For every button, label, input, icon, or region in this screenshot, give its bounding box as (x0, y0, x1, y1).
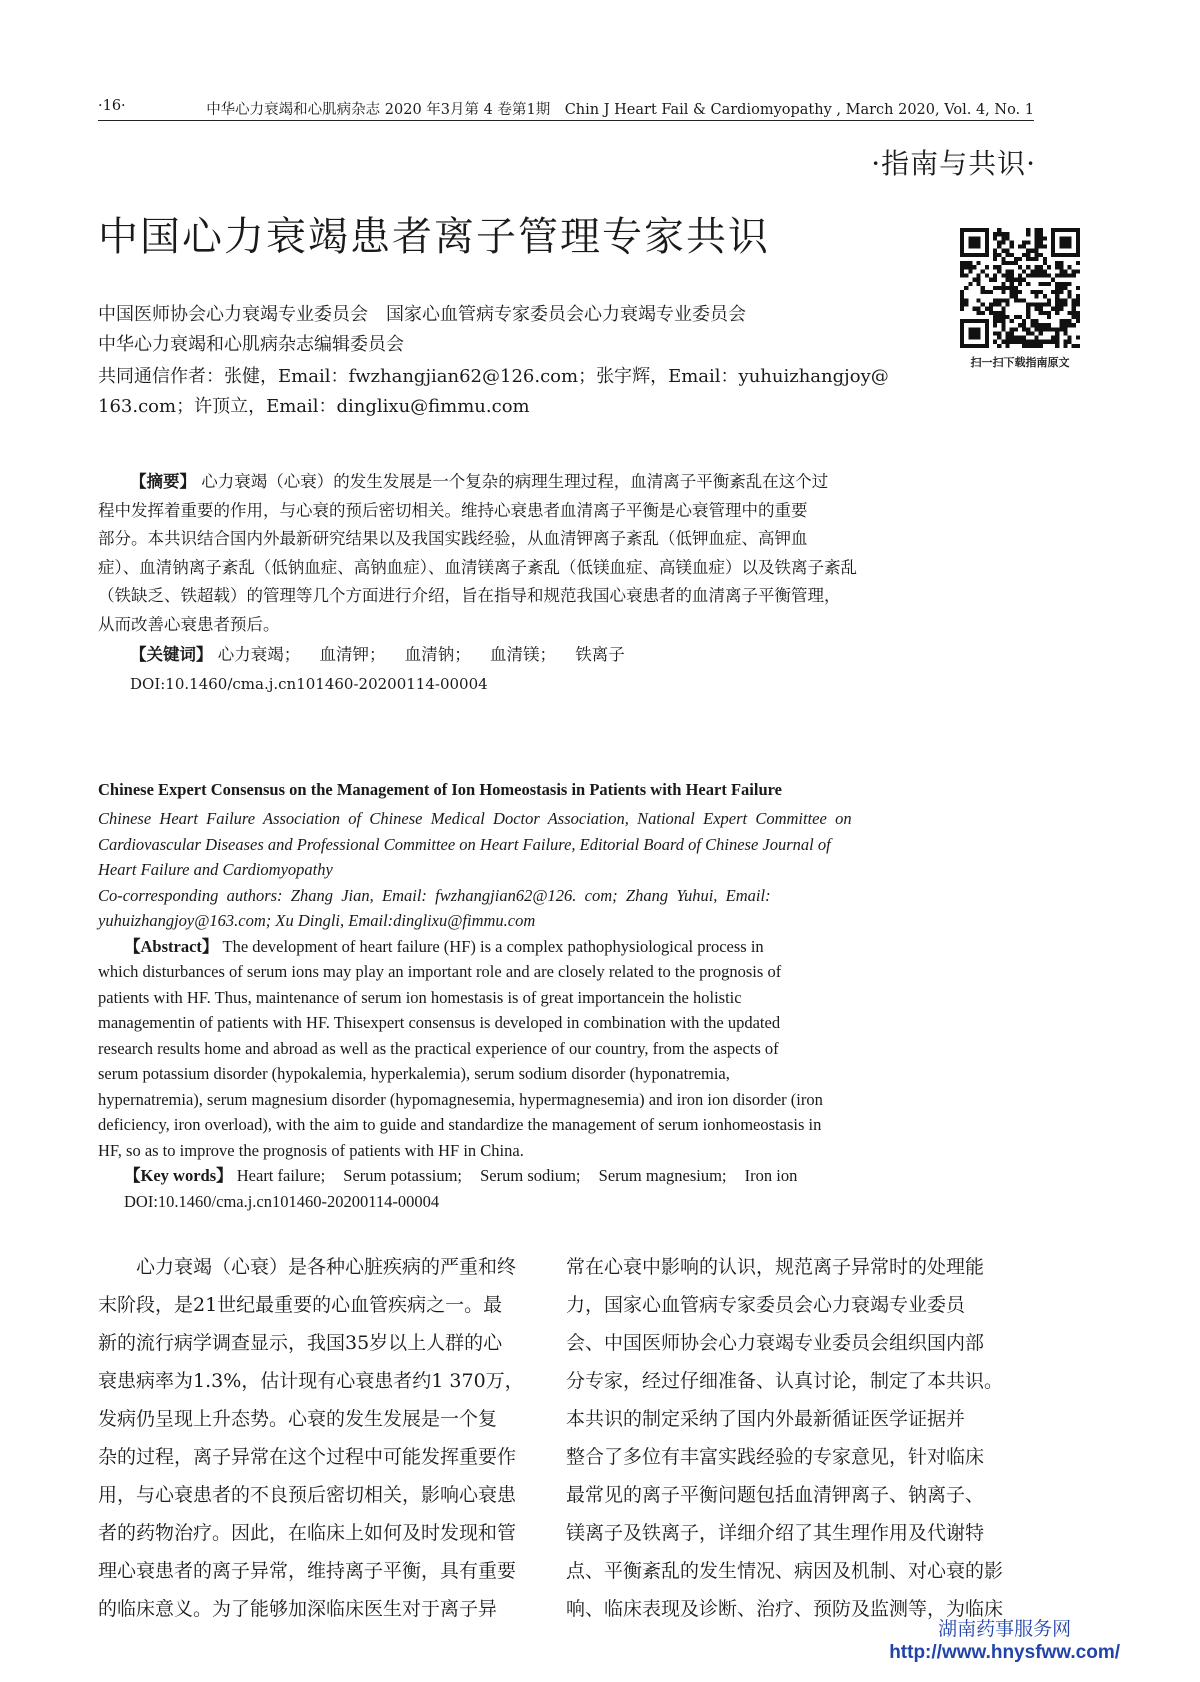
journal-citation: 中华心力衰竭和心肌病杂志 2020 年3月第 4 卷第1期 Chin J Heart Fail & Cardiomyopathy , March 2020, Vol. 4, No. 1 (206, 102, 1034, 118)
english-corr-line: yuhuizhangjoy@163.com; Xu Dingli, Email:dinglixu@fimmu.com (98, 911, 536, 930)
body-line: 点、平衡紊乱的发生情况、病因及机制、对心衰的影 (566, 1560, 1004, 1582)
keyword: 血清镁； (490, 645, 556, 664)
keywords-zh (98, 641, 934, 670)
abstract-zh-line: 从而改善心衰患者预后。 (98, 614, 280, 634)
english-corr-line: Co-corresponding authors: Zhang Jian, Email: fwzhangjian62@126. com; Zhang Yuhui, Email: (98, 885, 771, 905)
page-number: ·16· (98, 98, 126, 114)
corresponding-authors-line: 共同通信作者：张健，Email：fwzhangjian62@126.com；张宇辉，Email：yuhuizhangjoy@ (98, 366, 889, 387)
abstract-zh-line: （铁缺乏、铁超载）的管理等几个方面进行介绍，旨在指导和规范我国心衰患者的血清离子平衡管理， (98, 586, 841, 605)
body-line: 衰患病率为1.3%，估计现有心衰患者约1 370万， (98, 1370, 524, 1392)
abstract-zh-line: 【摘要】 心力衰竭（心衰）的发生发展是一个复杂的病理生理过程，血清离子平衡紊乱在这个过 (130, 472, 829, 491)
corresponding-authors-line: 163.com；许顶立，Email：dinglixu@fimmu.com (98, 396, 530, 417)
english-abstract-line: HF, so as to improve the prognosis of patients with HF in China. (98, 1140, 524, 1160)
keyword: Serum magnesium; (598, 1166, 727, 1185)
body-column-left (98, 1248, 566, 1628)
body-line: 理心衰患者的离子异常，维持离子平衡，具有重要 (98, 1560, 517, 1582)
body-line: 镁离子及铁离子，详细介绍了其生理作用及代谢特 (566, 1522, 985, 1544)
body-line: 的临床意义。为了能够加深临床医生对于离子异 (98, 1598, 498, 1620)
english-keywords (98, 1163, 934, 1189)
qr-code-icon[interactable] (960, 228, 1080, 348)
body-column-right (566, 1248, 1034, 1628)
keyword: 血清钠； (404, 645, 471, 664)
english-abstract-line: patients with HF. Thus, maintenance of serum ion homestasis is of great importancein the holistic (98, 987, 742, 1007)
english-abstract-line: managementin of patients with HF. Thisexpert consensus is developed in combination with the updated (98, 1013, 781, 1032)
author-org-line: 中华心力衰竭和心肌病杂志编辑委员会 (98, 334, 404, 355)
watermark-url[interactable]: http://www.hnysfww.com/ (889, 1642, 1120, 1663)
keyword: Heart failure; (236, 1166, 326, 1185)
body-line: 末阶段，是21世纪最重要的心血管疾病之一。最 (98, 1294, 503, 1316)
keywords-zh-label: 【关键词】 (130, 645, 213, 664)
watermark-site-name: 湖南药事服务网 (938, 1619, 1072, 1640)
body-line: 常在心衰中影响的认识，规范离子异常时的处理能 (566, 1256, 985, 1278)
body-line: 本共识的制定采纳了国内外最新循证医学证据并 (566, 1408, 966, 1430)
english-abstract-line: which disturbances of serum ions may play an important role and are closely related to the prognosis of (98, 962, 782, 981)
keyword: Iron ion (744, 1166, 798, 1185)
running-header (98, 96, 1034, 121)
abstract-zh-line: 症）、血清钠离子紊乱（低钠血症、高钠血症）、血清镁离子紊乱（低镁血症、高镁血症）以及铁离子紊乱 (98, 557, 857, 577)
english-abstract-line: hypernatremia), serum magnesium disorder (hypomagnesemia, hypermagnesemia) and iron ion disorder (iron (98, 1089, 823, 1109)
english-keywords-label: 【Key words】 (124, 1166, 233, 1185)
body-line: 发病仍呈现上升态势。心衰的发生发展是一个复 (98, 1408, 498, 1430)
body-line: 杂的过程，离子异常在这个过程中可能发挥重要作 (98, 1446, 517, 1468)
english-org-line: Chinese Heart Failure Association of Chinese Medical Doctor Association, National Expert Committee on (98, 809, 852, 828)
section-tag: ·指南与共识· (871, 147, 1036, 180)
english-abstract-line: serum potassium disorder (hypokalemia, hyperkalemia), serum sodium disorder (hyponatremia, (98, 1064, 730, 1083)
body-line: 力，国家心血管病专家委员会心力衰竭专业委员 (566, 1294, 966, 1316)
english-org-line: Cardiovascular Diseases and Professional Committee on Heart Failure, Editorial Board of Chinese Journal of (98, 834, 831, 854)
doi-zh[interactable]: DOI:10.1460/cma.j.cn101460-20200114-00004 (130, 674, 488, 693)
english-front-matter (98, 806, 934, 1214)
abstract-zh (98, 468, 934, 698)
watermark (889, 1618, 1120, 1664)
doi-en[interactable]: DOI:10.1460/cma.j.cn101460-20200114-00004 (124, 1191, 440, 1211)
keyword: Serum potassium; (343, 1166, 462, 1185)
author-org-line: 中国医师协会心力衰竭专业委员会 国家心血管病专家委员会心力衰竭专业委员会 (98, 304, 746, 325)
abstract-zh-line: 部分。本共识结合国内外最新研究结果以及我国实践经验，从血清钾离子紊乱（低钾血症、高钾血 (98, 529, 808, 548)
english-org-line: Heart Failure and Cardiomyopathy (98, 860, 333, 879)
body-line: 用，与心衰患者的不良预后密切相关，影响心衰患 (98, 1484, 517, 1506)
abstract-zh-label: 【摘要】 (130, 472, 196, 491)
body-line: 心力衰竭（心衰）是各种心脏疾病的严重和终 (98, 1256, 517, 1278)
body-line: 会、中国医师协会心力衰竭专业委员会组织国内部 (566, 1332, 985, 1354)
abstract-zh-line: 程中发挥着重要的作用，与心衰的预后密切相关。维持心衰患者血清离子平衡是心衰管理中的重要 (98, 500, 808, 520)
keyword: 血清钾； (319, 645, 386, 664)
qr-block[interactable] (960, 228, 1080, 370)
qr-caption: 扫一扫下载指南原文 (970, 356, 1070, 369)
body-line: 整合了多位有丰富实践经验的专家意见，针对临床 (566, 1446, 985, 1468)
keyword: 心力衰竭； (217, 645, 301, 664)
body-line: 者的药物治疗。因此，在临床上如何及时发现和管 (98, 1522, 517, 1544)
keyword: 铁离子 (575, 645, 625, 664)
body-line: 最常见的离子平衡问题包括血清钾离子、钠离子、 (566, 1484, 985, 1506)
article-title: 中国心力衰竭患者离子管理专家共识 (98, 214, 770, 260)
english-abstract-line: 【Abstract】 The development of heart failure (HF) is a complex pathophysiological process in (124, 936, 764, 956)
body-line: 分专家，经过仔细准备、认真讨论，制定了本共识。 (566, 1370, 1004, 1392)
english-title: Chinese Expert Consensus on the Management of Ion Homeostasis in Patients with Heart Failure (98, 780, 782, 799)
english-abstract-label: 【Abstract】 (124, 936, 219, 956)
english-abstract-line: research results home and abroad as well as the practical experience of our country, from the aspects of (98, 1038, 779, 1058)
body-line: 新的流行病学调查显示，我国35岁以上人群的心 (98, 1332, 503, 1354)
body-line: 响、临床表现及诊断、治疗、预防及监测等，为临床 (566, 1598, 1004, 1620)
english-abstract-line: deficiency, iron overload), with the aim to guide and standardize the management of serum ionhomeostasis in (98, 1115, 822, 1134)
keyword: Serum sodium; (480, 1166, 581, 1185)
